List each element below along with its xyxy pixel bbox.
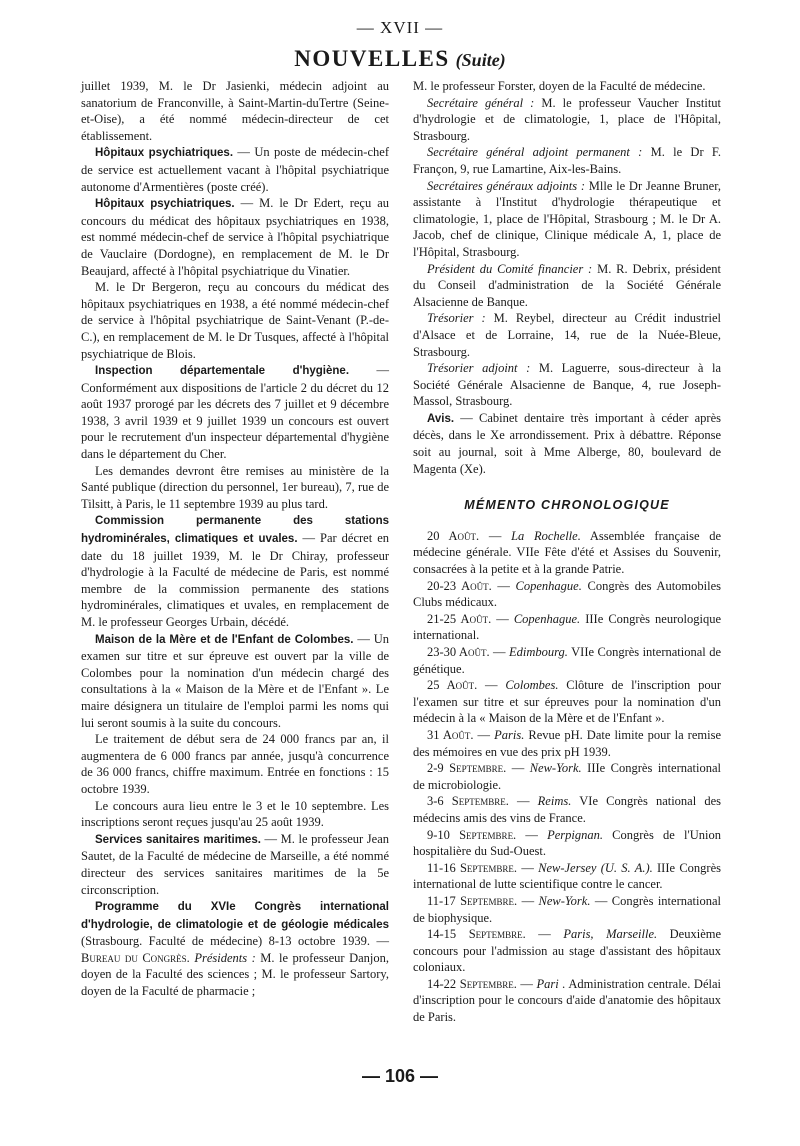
paragraph [81,144,389,195]
right-column [413,78,721,1026]
role-label: Président du Comité financier : [427,261,593,276]
entry-place: La Rochelle. [511,528,581,543]
memento-entry: 20-23 Août. — Copenhague. Congrès des Automobiles Clubs médicaux. [413,578,721,610]
entry-place: Reims. [537,794,572,809]
entry-date: 20-23 Août. [427,578,492,593]
memento-entry: 11-17 Septembre. — New-York. — Congrès international de biophysique. [413,893,722,925]
memento-entry: 14-22 Septembre. — Pari . Administration centrale. Délai d'inscription pour le concours d'aide d'anatomie des hôpitaux de Paris. [413,976,722,1025]
paragraph [81,362,389,463]
memento-list [413,528,721,1026]
paragraph: Le concours aura lieu entre le 3 et le 10 septembre. Les inscriptions seront reçues jusqu'au 25 août 1939. [81,798,389,830]
memento-entry: 9-10 Septembre. — Perpignan. Congrès de l'Union hospitalière du Sud-Ouest. [413,827,721,859]
paragraph-body: M. le professeur Danjon, doyen de la Faculté des sciences ; M. le professeur Sartory, doyen de la Faculté de pharmacie ; [81,950,389,999]
bureau-label: Bureau du Congrès. [81,950,190,965]
entry-place: New-York. [529,761,582,776]
entry-date: 11-17 Septembre. [427,893,518,908]
paragraph: M. le professeur Forster, doyen de la Faculté de médecine. [413,79,706,93]
paragraph [413,360,721,410]
entry-text: IIIe Congrès neurologique international. [413,611,722,643]
paragraph-body: M. le professeur Vaucher Institut d'hydrologie et de climatologie, 1, place de l'Hôpital, Strasbourg. [413,95,722,143]
memento-heading: MÉMENTO CHRONOLOGIQUE [464,498,670,513]
memento-entry: 25 Août. — Colombes. Clôture de l'inscription pour l'examen sur titre et sur épreuves pour la nomination d'un médecin à la « Maison de la Mère et de l'Enfant ». [413,678,721,726]
section-heading: Inspection départementale d'hygiène. [95,365,350,378]
section-heading: Hôpitaux psychiatriques. [95,147,234,160]
paragraph-body: M. Reybel, directeur au Crédit industriel d'Alsace et de Lorraine, 14, rue de la Nuée-Bleue, Strasbourg. [413,311,721,359]
entry-text: Deuxième concours pour l'admission au stage d'assistant des hôpitaux coloniaux. [413,927,722,975]
entry-text: Congrès de l'Union hospitalière du Sud-Ouest. [413,827,721,859]
entry-text: Revue pH. Date limite pour la remise des mémoires en vue des prix pH 1939. [413,727,721,759]
section-heading: Avis. [427,412,455,425]
entry-place: Paris. [494,727,525,742]
entry-place: Copenhague. [515,578,582,593]
entry-text: IIIe Congrès international de microbiologie. [413,761,722,792]
entry-date: 14-15 Septembre. [427,927,526,942]
paragraph-body: M. le Dr F. Françon, 9, rue Lamartine, Aix-les-Bains. [413,145,721,176]
entry-date: 9-10 Septembre. [427,827,517,842]
memento-entry: 14-15 Septembre. — Paris, Marseille. Deuxième concours pour l'admission au stage d'assistant des hôpitaux coloniaux. [413,927,722,975]
role-label: Trésorier adjoint : [427,361,531,376]
paragraph [413,95,721,145]
entry-date: 11-16 Septembre. [427,860,518,875]
roman-page-number: — XVII — [356,18,444,37]
entry-place: Perpignan. [547,827,603,842]
entry-date: 25 Août. [427,678,478,693]
left-column [81,78,389,1000]
entry-text: VIe Congrès national des médecins amis des vins de France. [413,794,722,825]
paragraph [81,512,389,630]
entry-text: IIIe Congrès international de lutte scientifique contre le cancer. [413,860,721,892]
entry-text: VIIe Congrès international de génétique. [413,645,722,676]
paragraph-body: — Un poste de médecin-chef de service est actuellement vacant à l'hôpital psychiatrique autonome d'Armentières (poste créé). [81,145,389,194]
entry-place: New-Jersey (U. S. A.). [538,860,653,875]
paragraph [81,898,389,1000]
entry-date: 3-6 Septembre. [427,794,509,809]
entry-text: Assemblée française de médecine générale. VIIe Fête d'été et Assises du Souvenir, consacrées à la petite et à la grande Patrie. [413,528,722,577]
paragraph: Le traitement de début sera de 24 000 francs par an, il augmentera de 6 000 francs par année, jusqu'à concurrence de 36 000 francs, chiffre maximum. Entrée en fonctions : 15 octobre 1939. [81,732,389,796]
paragraph-body: Mlle le Dr Jeanne Bruner, assistante à l'Institut d'hydrologie thérapeutique et climatologie, 1, place de l'Hôpital, Strasbourg ; M. le Dr A. Jacob, chef de clinique, Clinique médicale A, 1, place de l'Hôpital, Strasbourg. [413,178,721,259]
entry-place: Edimbourg. [508,645,568,659]
paragraph-body: — Par décret en date du 18 juillet 1939, M. le Dr Chiray, professeur d'hydrologie à la Faculté de médecine de Paris, est nommé membre de la commission permanente des stations hydrominérales, climatiques et uvales, en remplacement de M. le professeur Georges Urbain, décédé. [81,531,389,629]
section-heading: Hôpitaux psychiatriques. [95,198,235,211]
entry-place: New-York. [538,893,591,908]
memento-entry: 21-25 Août. — Copenhague. IIIe Congrès neurologique international. [413,611,722,643]
paragraph [81,195,389,279]
paragraph-body: — M. le professeur Jean Sautet, de la Faculté de médecine de Marseille, a été nommé directeur des services sanitaires maritimes de la 5e circonscription. [81,831,389,897]
entry-date: 20 Août. [427,528,480,543]
section-heading: Services sanitaires maritimes. [95,833,261,846]
memento-entry: 31 Août. — Paris. Revue pH. Date limite pour la remise des mémoires en vue des prix pH 1939. [413,727,721,759]
paragraph: juillet 1939, M. le Dr Jasienki, médecin adjoint au sanatorium de Franconville, à Saint-Martin-duTertre (Seine-et-Oise), a été nommé médecin-directeur de cet établissement. [81,79,389,143]
memento-entry: 2-9 Septembre. — New-York. IIIe Congrès international de microbiologie. [413,761,722,792]
page-title [0,46,800,72]
paragraph-body: — Un examen sur titre et sur épreuve est ouvert par la ville de Colombes pour la nomination d'un médecin chargé des consultations à la « Maison de la Mère et de l'Enfant ». Le maire désignera un titulaire de l'emploi parmi les noms qui lui seront soumis à la suite du concours. [81,631,390,730]
paragraph [413,178,721,261]
role-label: Trésorier : [427,311,486,326]
page-number: — 106 — [361,1066,439,1086]
paragraph-body: — M. le Dr Edert, reçu au concours du médicat des hôpitaux psychiatriques en 1938, est nommé médecin-chef de service à l'hôpital psychiatrique de Vauclaire (Dordogne), en remplacement de M. le Dr Beaujard, affecté à l'hôpital psychiatrique du Vinatier. [81,196,389,278]
role-label: Secrétaires généraux adjoints : [427,178,586,193]
memento-entry: 20 Août. — La Rochelle. Assemblée française de médecine générale. VIIe Fête d'été et Assises du Souvenir, consacrées à la petite et à la grande Patrie. [413,528,722,577]
role-label: Secrétaire général adjoint permanent : [427,145,643,160]
entry-text: Congrès international de biophysique. [413,893,722,925]
title-suite: (Suite) [455,50,506,70]
entry-date: 31 Août. [427,727,474,742]
paragraph-body: — Cabinet dentaire très important à céder après décès, dans le Xe arrondissement. Prix à débattre. Réponse soit au journal, soit à Mme Alberge, 80, boulevard de Magenta (Xe). [413,410,721,476]
entry-place: Pari . [536,976,566,991]
memento-entry: 11-16 Septembre. — New-Jersey (U. S. A.). IIIe Congrès international de lutte scientifique contre le cancer. [413,860,721,892]
paragraph: Les demandes devront être remises au ministère de la Santé publique (direction du personnel, 1er bureau), 7, rue de Tilsitt, à Paris, le 11 septembre 1939 au plus tard. [81,463,389,511]
paragraph [413,410,721,477]
paragraph [413,261,721,311]
section-heading: Commission permanente des stations hydrominérales, climatiques et uvales. [81,515,389,546]
paragraph: M. le Dr Bergeron, reçu au concours du médicat des hôpitaux psychiatriques en 1938, a été nommé médecin-chef de service à l'hôpital psychiatrique de Saint-Venant (P.-de-C.), en remplacement de M. le Dr Tusques, affecté à l'hôpital psychiatrique de Blois. [81,280,389,361]
paragraph [81,831,389,898]
title-text: NOUVELLES [294,46,450,71]
paragraph-body: M. Laguerre, sous-directeur à la Société Générale Alsacienne de Banque, 4, rue Joseph-Massol, Strasbourg. [413,361,721,409]
section-heading: Maison de la Mère et de l'Enfant de Colombes. [95,633,354,646]
entry-date: 21-25 Août. [427,611,492,626]
entry-date: 14-22 Septembre. [427,976,517,991]
memento-entry: 3-6 Septembre. — Reims. VIe Congrès national des médecins amis des vins de France. [413,794,722,825]
entry-text: Clôture de l'inscription pour l'examen sur titre et sur épreuves pour la nomination d'un médecin à la « Maison de la Mère et de l'Enfant ». [413,678,721,726]
paragraph [81,631,389,732]
entry-place: Copenhague. [513,611,581,626]
entry-date: 23-30 Août. [427,645,490,659]
entry-place: Colombes. [505,678,559,693]
paragraph-body: M. R. Debrix, président du Conseil d'administration de la Société Générale Alsacienne de Banque. [413,261,722,309]
paragraph [413,310,721,360]
section-heading: Programme du XVIe Congrès international d'hydrologie, de climatologie et de géologie médicales [81,901,389,931]
entry-place: Paris, Marseille. [563,927,658,942]
entry-date: 2-9 Septembre. [427,761,507,776]
paragraph-body: — Conformément aux dispositions de l'article 2 du décret du 12 août 1937 prorogé par les décrets des 7 juillet et 9 décembre 1938, 3 avril 1939 et 9 juillet 1939 un concours est ouvert pour le recrutement d'un inspecteur départemental d'hygiène dans le département du Cher. [81,363,390,462]
presidents-label: Présidents : [189,950,256,965]
entry-text: Administration centrale. Délai d'inscription pour le concours d'aide d'anatomie des hôpitaux de Paris. [413,976,722,1025]
memento-entry: 23-30 Août. — Edimbourg. VIIe Congrès international de génétique. [413,645,722,676]
paragraph [413,144,721,177]
entry-text: Congrès des Automobiles Clubs médicaux. [413,578,721,610]
role-label: Secrétaire général : [427,95,535,110]
paragraph-body: (Strasbourg. Faculté de médecine) 8-13 octobre 1939. — [81,934,389,949]
